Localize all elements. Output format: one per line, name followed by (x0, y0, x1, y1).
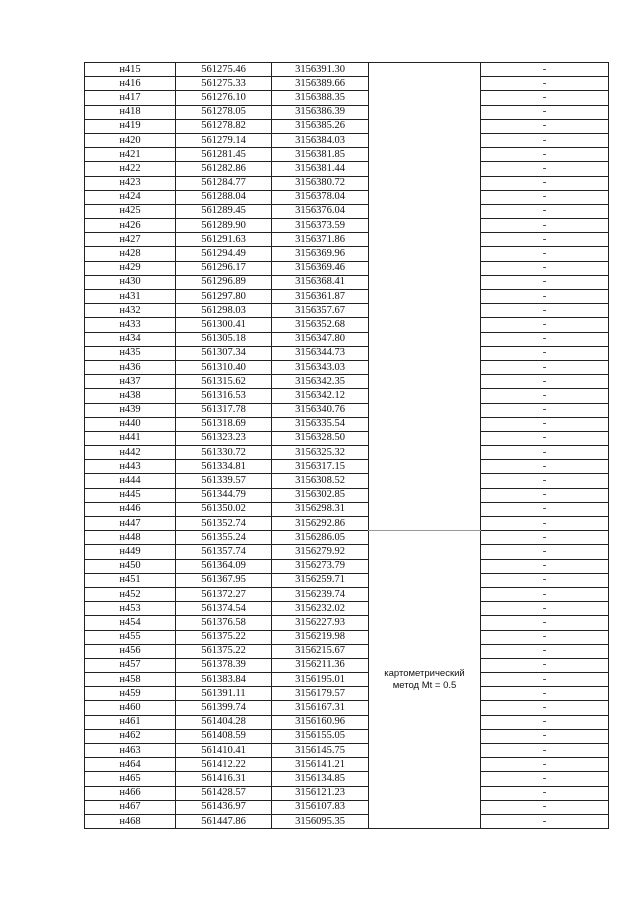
y-coordinate-cell: 3156371.86 (272, 233, 369, 247)
table-row (85, 148, 609, 162)
table-row (85, 304, 609, 318)
y-coordinate-cell: 3156325.32 (272, 446, 369, 460)
table-row (85, 290, 609, 304)
point-name-cell: н428 (85, 247, 176, 261)
accuracy-cell: - (481, 105, 609, 119)
point-name-cell: н441 (85, 431, 176, 445)
y-coordinate-cell: 3156317.15 (272, 460, 369, 474)
table-row (85, 474, 609, 488)
x-coordinate-cell: 561281.45 (176, 148, 272, 162)
point-name-cell: н437 (85, 375, 176, 389)
x-coordinate-cell: 561316.53 (176, 389, 272, 403)
accuracy-cell: - (481, 275, 609, 289)
x-coordinate-cell: 561375.22 (176, 644, 272, 658)
y-coordinate-cell: 3156145.75 (272, 744, 369, 758)
point-name-cell: н468 (85, 814, 176, 828)
x-coordinate-cell: 561428.57 (176, 786, 272, 800)
y-coordinate-cell: 3156369.96 (272, 247, 369, 261)
accuracy-cell: - (481, 389, 609, 403)
point-name-cell: н421 (85, 148, 176, 162)
point-name-cell: н443 (85, 460, 176, 474)
x-coordinate-cell: 561310.40 (176, 360, 272, 374)
y-coordinate-cell: 3156141.21 (272, 758, 369, 772)
table-row (85, 247, 609, 261)
accuracy-cell: - (481, 290, 609, 304)
point-name-cell: н429 (85, 261, 176, 275)
point-name-cell: н456 (85, 644, 176, 658)
y-coordinate-cell: 3156389.66 (272, 77, 369, 91)
x-coordinate-cell: 561399.74 (176, 701, 272, 715)
point-name-cell: н466 (85, 786, 176, 800)
y-coordinate-cell: 3156361.87 (272, 290, 369, 304)
y-coordinate-cell: 3156340.76 (272, 403, 369, 417)
accuracy-cell: - (481, 332, 609, 346)
accuracy-cell: - (481, 190, 609, 204)
table-row (85, 389, 609, 403)
point-name-cell: н458 (85, 673, 176, 687)
point-name-cell: н460 (85, 701, 176, 715)
point-name-cell: н444 (85, 474, 176, 488)
y-coordinate-cell: 3156227.93 (272, 616, 369, 630)
x-coordinate-cell: 561296.89 (176, 275, 272, 289)
point-name-cell: н461 (85, 715, 176, 729)
point-name-cell: н425 (85, 204, 176, 218)
x-coordinate-cell: 561410.41 (176, 744, 272, 758)
table-row (85, 190, 609, 204)
x-coordinate-cell: 561315.62 (176, 375, 272, 389)
table-row (85, 701, 609, 715)
y-coordinate-cell: 3156344.73 (272, 346, 369, 360)
table-row (85, 346, 609, 360)
point-name-cell: н427 (85, 233, 176, 247)
accuracy-cell: - (481, 375, 609, 389)
accuracy-cell: - (481, 701, 609, 715)
accuracy-cell: - (481, 772, 609, 786)
table-row (85, 673, 609, 687)
point-name-cell: н439 (85, 403, 176, 417)
accuracy-cell: - (481, 474, 609, 488)
accuracy-cell: - (481, 758, 609, 772)
table-row (85, 446, 609, 460)
accuracy-cell: - (481, 502, 609, 516)
table-row (85, 814, 609, 828)
table-row (85, 758, 609, 772)
accuracy-cell: - (481, 318, 609, 332)
x-coordinate-cell: 561305.18 (176, 332, 272, 346)
y-coordinate-cell: 3156219.98 (272, 630, 369, 644)
y-coordinate-cell: 3156273.79 (272, 559, 369, 573)
x-coordinate-cell: 561352.74 (176, 517, 272, 531)
x-coordinate-cell: 561375.22 (176, 630, 272, 644)
table-row (85, 133, 609, 147)
table-row (85, 332, 609, 346)
x-coordinate-cell: 561279.14 (176, 133, 272, 147)
y-coordinate-cell: 3156160.96 (272, 715, 369, 729)
x-coordinate-cell: 561364.09 (176, 559, 272, 573)
point-name-cell: н454 (85, 616, 176, 630)
y-coordinate-cell: 3156286.05 (272, 531, 369, 545)
coordinates-table-page (84, 62, 609, 829)
table-row (85, 403, 609, 417)
point-name-cell: н440 (85, 417, 176, 431)
point-name-cell: н462 (85, 729, 176, 743)
coordinates-table (84, 62, 609, 829)
accuracy-cell: - (481, 133, 609, 147)
point-name-cell: н465 (85, 772, 176, 786)
accuracy-cell: - (481, 77, 609, 91)
accuracy-cell: - (481, 304, 609, 318)
y-coordinate-cell: 3156352.68 (272, 318, 369, 332)
table-row (85, 219, 609, 233)
y-coordinate-cell: 3156232.02 (272, 602, 369, 616)
point-name-cell: н459 (85, 687, 176, 701)
point-name-cell: н453 (85, 602, 176, 616)
accuracy-cell: - (481, 658, 609, 672)
accuracy-cell: - (481, 800, 609, 814)
table-row (85, 162, 609, 176)
x-coordinate-cell: 561275.46 (176, 63, 272, 77)
point-name-cell: н420 (85, 133, 176, 147)
x-coordinate-cell: 561355.24 (176, 531, 272, 545)
accuracy-cell: - (481, 687, 609, 701)
accuracy-cell: - (481, 786, 609, 800)
accuracy-cell: - (481, 715, 609, 729)
table-row (85, 800, 609, 814)
x-coordinate-cell: 561408.59 (176, 729, 272, 743)
accuracy-cell: - (481, 346, 609, 360)
point-name-cell: н463 (85, 744, 176, 758)
y-coordinate-cell: 3156342.12 (272, 389, 369, 403)
table-row (85, 545, 609, 559)
accuracy-cell: - (481, 545, 609, 559)
method-cell-upper (369, 63, 481, 531)
x-coordinate-cell: 561300.41 (176, 318, 272, 332)
y-coordinate-cell: 3156259.71 (272, 573, 369, 587)
table-row (85, 233, 609, 247)
point-name-cell: н455 (85, 630, 176, 644)
point-name-cell: н418 (85, 105, 176, 119)
accuracy-cell: - (481, 673, 609, 687)
table-row (85, 630, 609, 644)
point-name-cell: н415 (85, 63, 176, 77)
y-coordinate-cell: 3156373.59 (272, 219, 369, 233)
x-coordinate-cell: 561289.45 (176, 204, 272, 218)
y-coordinate-cell: 3156376.04 (272, 204, 369, 218)
table-row (85, 658, 609, 672)
accuracy-cell: - (481, 63, 609, 77)
y-coordinate-cell: 3156343.03 (272, 360, 369, 374)
x-coordinate-cell: 561436.97 (176, 800, 272, 814)
y-coordinate-cell: 3156308.52 (272, 474, 369, 488)
x-coordinate-cell: 561318.69 (176, 417, 272, 431)
accuracy-cell: - (481, 417, 609, 431)
x-coordinate-cell: 561298.03 (176, 304, 272, 318)
y-coordinate-cell: 3156195.01 (272, 673, 369, 687)
x-coordinate-cell: 561278.82 (176, 119, 272, 133)
method-text-line2: метод Mt = 0.5 (392, 679, 457, 691)
table-row (85, 105, 609, 119)
accuracy-cell: - (481, 587, 609, 601)
point-name-cell: н450 (85, 559, 176, 573)
x-coordinate-cell: 561330.72 (176, 446, 272, 460)
y-coordinate-cell: 3156384.03 (272, 133, 369, 147)
point-name-cell: н432 (85, 304, 176, 318)
y-coordinate-cell: 3156388.35 (272, 91, 369, 105)
x-coordinate-cell: 561284.77 (176, 176, 272, 190)
y-coordinate-cell: 3156385.26 (272, 119, 369, 133)
y-coordinate-cell: 3156302.85 (272, 488, 369, 502)
table-row (85, 602, 609, 616)
x-coordinate-cell: 561367.95 (176, 573, 272, 587)
table-row (85, 375, 609, 389)
y-coordinate-cell: 3156298.31 (272, 502, 369, 516)
x-coordinate-cell: 561383.84 (176, 673, 272, 687)
point-name-cell: н419 (85, 119, 176, 133)
accuracy-cell: - (481, 744, 609, 758)
table-row (85, 119, 609, 133)
y-coordinate-cell: 3156134.85 (272, 772, 369, 786)
x-coordinate-cell: 561278.05 (176, 105, 272, 119)
x-coordinate-cell: 561350.02 (176, 502, 272, 516)
x-coordinate-cell: 561344.79 (176, 488, 272, 502)
accuracy-cell: - (481, 261, 609, 275)
point-name-cell: н445 (85, 488, 176, 502)
table-row (85, 573, 609, 587)
x-coordinate-cell: 561297.80 (176, 290, 272, 304)
y-coordinate-cell: 3156347.80 (272, 332, 369, 346)
x-coordinate-cell: 561323.23 (176, 431, 272, 445)
y-coordinate-cell: 3156381.44 (272, 162, 369, 176)
x-coordinate-cell: 561376.58 (176, 616, 272, 630)
table-row (85, 431, 609, 445)
table-row (85, 744, 609, 758)
x-coordinate-cell: 561378.39 (176, 658, 272, 672)
method-text-line1: картометрический (384, 667, 465, 679)
point-name-cell: н452 (85, 587, 176, 601)
accuracy-cell: - (481, 219, 609, 233)
point-name-cell: н435 (85, 346, 176, 360)
accuracy-cell: - (481, 602, 609, 616)
point-name-cell: н464 (85, 758, 176, 772)
method-cell (369, 531, 481, 829)
y-coordinate-cell: 3156328.50 (272, 431, 369, 445)
point-name-cell: н433 (85, 318, 176, 332)
table-row (85, 786, 609, 800)
y-coordinate-cell: 3156121.23 (272, 786, 369, 800)
accuracy-cell: - (481, 573, 609, 587)
point-name-cell: н467 (85, 800, 176, 814)
x-coordinate-cell: 561447.86 (176, 814, 272, 828)
y-coordinate-cell: 3156391.30 (272, 63, 369, 77)
accuracy-cell: - (481, 176, 609, 190)
x-coordinate-cell: 561404.28 (176, 715, 272, 729)
accuracy-cell: - (481, 403, 609, 417)
table-row (85, 559, 609, 573)
table-row (85, 517, 609, 531)
x-coordinate-cell: 561288.04 (176, 190, 272, 204)
accuracy-cell: - (481, 616, 609, 630)
x-coordinate-cell: 561374.54 (176, 602, 272, 616)
table-row (85, 587, 609, 601)
x-coordinate-cell: 561412.22 (176, 758, 272, 772)
x-coordinate-cell: 561339.57 (176, 474, 272, 488)
accuracy-cell: - (481, 91, 609, 105)
point-name-cell: н451 (85, 573, 176, 587)
table-row (85, 275, 609, 289)
y-coordinate-cell: 3156167.31 (272, 701, 369, 715)
y-coordinate-cell: 3156095.35 (272, 814, 369, 828)
accuracy-cell: - (481, 148, 609, 162)
point-name-cell: н438 (85, 389, 176, 403)
table-row (85, 772, 609, 786)
table-row (85, 460, 609, 474)
x-coordinate-cell: 561294.49 (176, 247, 272, 261)
x-coordinate-cell: 561289.90 (176, 219, 272, 233)
x-coordinate-cell: 561276.10 (176, 91, 272, 105)
x-coordinate-cell: 561357.74 (176, 545, 272, 559)
point-name-cell: н446 (85, 502, 176, 516)
x-coordinate-cell: 561416.31 (176, 772, 272, 786)
table-row (85, 715, 609, 729)
accuracy-cell: - (481, 446, 609, 460)
point-name-cell: н447 (85, 517, 176, 531)
y-coordinate-cell: 3156107.83 (272, 800, 369, 814)
y-coordinate-cell: 3156381.85 (272, 148, 369, 162)
y-coordinate-cell: 3156386.39 (272, 105, 369, 119)
table-row (85, 176, 609, 190)
accuracy-cell: - (481, 204, 609, 218)
point-name-cell: н430 (85, 275, 176, 289)
y-coordinate-cell: 3156335.54 (272, 417, 369, 431)
accuracy-cell: - (481, 360, 609, 374)
x-coordinate-cell: 561317.78 (176, 403, 272, 417)
point-name-cell: н457 (85, 658, 176, 672)
table-row (85, 360, 609, 374)
x-coordinate-cell: 561372.27 (176, 587, 272, 601)
point-name-cell: н449 (85, 545, 176, 559)
accuracy-cell: - (481, 460, 609, 474)
y-coordinate-cell: 3156179.57 (272, 687, 369, 701)
table-row (85, 63, 609, 77)
accuracy-cell: - (481, 630, 609, 644)
accuracy-cell: - (481, 119, 609, 133)
point-name-cell: н434 (85, 332, 176, 346)
accuracy-cell: - (481, 233, 609, 247)
table-row (85, 318, 609, 332)
table-row (85, 502, 609, 516)
accuracy-cell: - (481, 488, 609, 502)
table-row (85, 616, 609, 630)
table-row (85, 488, 609, 502)
accuracy-cell: - (481, 644, 609, 658)
table-row (85, 77, 609, 91)
accuracy-cell: - (481, 729, 609, 743)
y-coordinate-cell: 3156368.41 (272, 275, 369, 289)
y-coordinate-cell: 3156380.72 (272, 176, 369, 190)
point-name-cell: н436 (85, 360, 176, 374)
x-coordinate-cell: 561282.86 (176, 162, 272, 176)
point-name-cell: н426 (85, 219, 176, 233)
y-coordinate-cell: 3156155.05 (272, 729, 369, 743)
point-name-cell: н416 (85, 77, 176, 91)
point-name-cell: н422 (85, 162, 176, 176)
table-row (85, 531, 609, 545)
accuracy-cell: - (481, 247, 609, 261)
point-name-cell: н431 (85, 290, 176, 304)
table-row (85, 91, 609, 105)
y-coordinate-cell: 3156378.04 (272, 190, 369, 204)
y-coordinate-cell: 3156215.67 (272, 644, 369, 658)
table-row (85, 204, 609, 218)
y-coordinate-cell: 3156292.86 (272, 517, 369, 531)
point-name-cell: н423 (85, 176, 176, 190)
coordinates-table-body (85, 63, 609, 829)
x-coordinate-cell: 561275.33 (176, 77, 272, 91)
x-coordinate-cell: 561334.81 (176, 460, 272, 474)
table-row (85, 261, 609, 275)
y-coordinate-cell: 3156239.74 (272, 587, 369, 601)
point-name-cell: н424 (85, 190, 176, 204)
accuracy-cell: - (481, 517, 609, 531)
point-name-cell: н417 (85, 91, 176, 105)
point-name-cell: н448 (85, 531, 176, 545)
x-coordinate-cell: 561291.63 (176, 233, 272, 247)
point-name-cell: н442 (85, 446, 176, 460)
y-coordinate-cell: 3156357.67 (272, 304, 369, 318)
table-row (85, 687, 609, 701)
table-row (85, 729, 609, 743)
y-coordinate-cell: 3156211.36 (272, 658, 369, 672)
accuracy-cell: - (481, 162, 609, 176)
y-coordinate-cell: 3156279.92 (272, 545, 369, 559)
accuracy-cell: - (481, 431, 609, 445)
x-coordinate-cell: 561307.34 (176, 346, 272, 360)
table-row (85, 417, 609, 431)
table-row (85, 644, 609, 658)
y-coordinate-cell: 3156369.46 (272, 261, 369, 275)
accuracy-cell: - (481, 531, 609, 545)
accuracy-cell: - (481, 814, 609, 828)
y-coordinate-cell: 3156342.35 (272, 375, 369, 389)
x-coordinate-cell: 561391.11 (176, 687, 272, 701)
x-coordinate-cell: 561296.17 (176, 261, 272, 275)
accuracy-cell: - (481, 559, 609, 573)
